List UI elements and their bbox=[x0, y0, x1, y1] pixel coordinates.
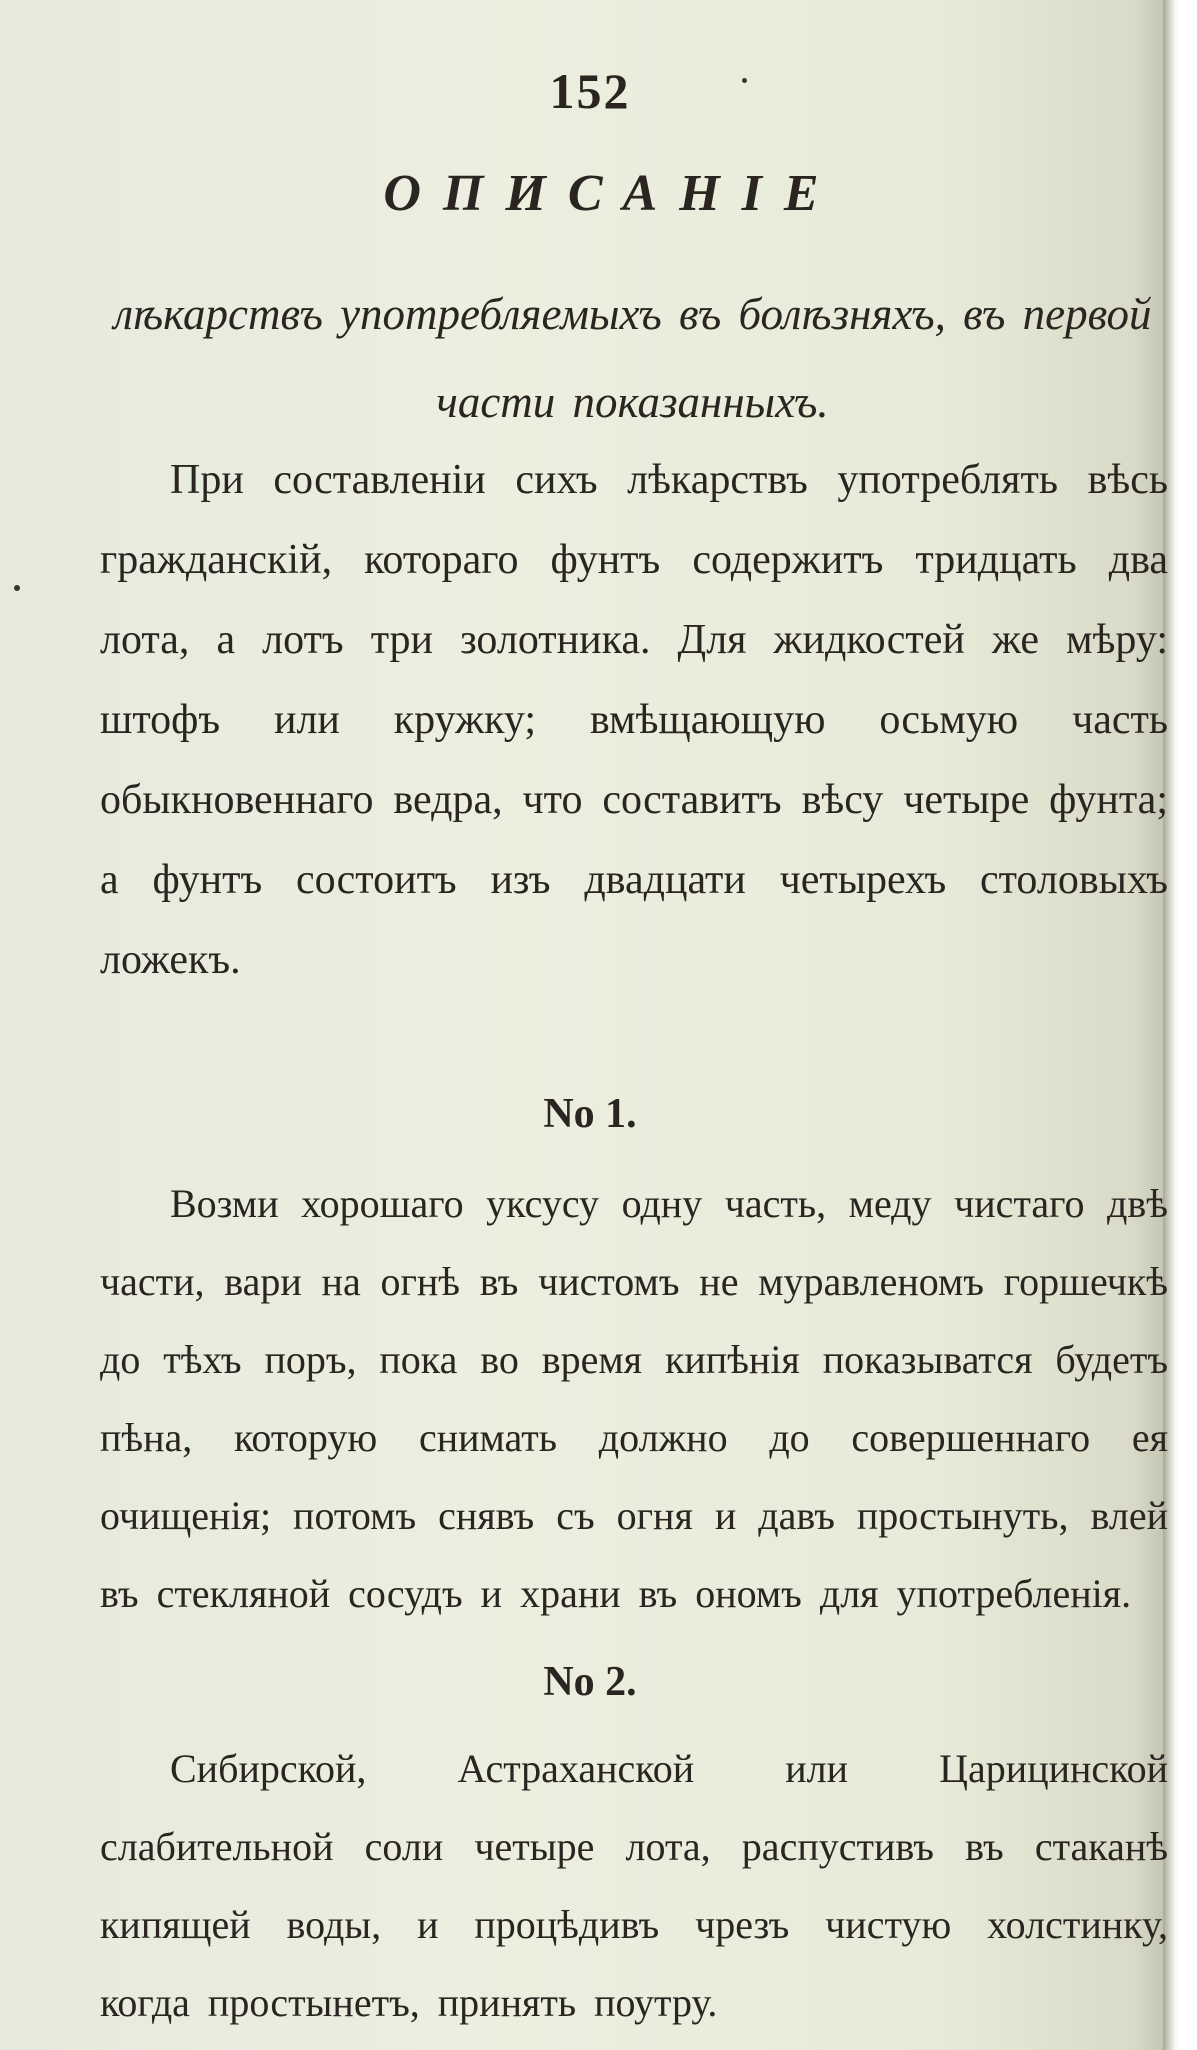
ink-speck bbox=[742, 78, 747, 83]
section-title: ОПИСАНІЕ bbox=[383, 165, 841, 222]
recipe-text-2: Сибирской, Астраханской или Царицинской слабительной соли четыре лота, распустивъ въ стаканѣ кипящей воды, и процѣдивъ чрезъ чистую холстинку, когда простынетъ, принять поутру. bbox=[100, 1746, 1168, 2025]
recipe-text-1: Возми хорошаго уксусу одну часть, меду чистаго двѣ части, вари на огнѣ въ чистомъ не муравленомъ горшечкѣ до тѣхъ поръ, пока во время кипѣнія показыватся будетъ пѣна, которую снимать должно до совершеннаго ея очищенія; потомъ снявъ съ огня и давъ простынуть, влей въ стекляной сосудъ и храни въ ономъ для употребленія. bbox=[100, 1181, 1168, 1616]
recipe-number-1: No 1. bbox=[543, 1091, 637, 1137]
recipe-number-2: No 2. bbox=[543, 1659, 637, 1705]
section-subtitle: лѣкарствъ употребляемыхъ въ болѣзняхъ, въ первой части показанныхъ. bbox=[113, 289, 1152, 427]
ink-speck bbox=[14, 585, 20, 591]
intro-paragraph: При составленіи сихъ лѣкарствъ употреблять вѣсь гражданскій, котораго фунтъ содержитъ тридцать два лота, а лотъ три золотника. Для жидкостей же мѣру: штофъ или кружку; вмѣщающую осьмую часть обыкновеннаго ведра, что составитъ вѣсу четыре фунта; а фунтъ состоитъ изъ двадцати четырехъ столовыхъ ложекъ. bbox=[100, 457, 1168, 983]
page-number: 152 bbox=[549, 63, 631, 119]
